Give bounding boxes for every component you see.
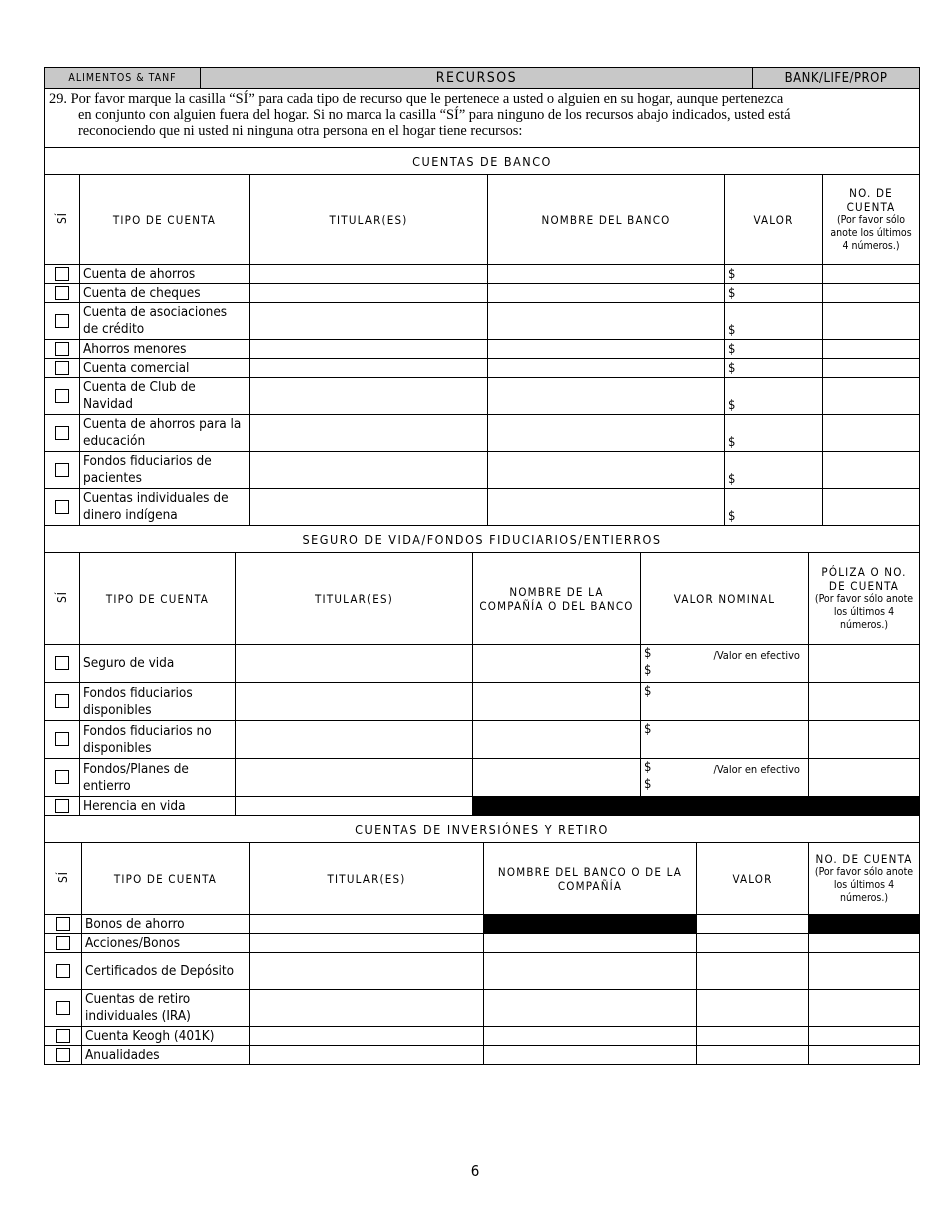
account-number-field[interactable] <box>823 284 920 303</box>
holders-field[interactable] <box>250 340 488 359</box>
account-type-label: Anualidades <box>82 1046 250 1065</box>
si-checkbox[interactable] <box>56 1048 70 1062</box>
holders-field[interactable] <box>236 683 473 721</box>
col-type: TIPO DE CUENTA <box>82 843 250 915</box>
col-type: TIPO DE CUENTA <box>80 553 236 645</box>
table-row <box>45 934 920 953</box>
table-row <box>45 415 920 452</box>
holders-field[interactable] <box>250 378 488 415</box>
table-row <box>45 759 920 797</box>
table-row <box>45 378 920 415</box>
holders-field[interactable] <box>250 303 488 340</box>
account-type-label: Cuentas individuales de dinero indígena <box>80 489 250 526</box>
bank-name-field[interactable] <box>488 359 725 378</box>
bank-name-field[interactable] <box>488 489 725 526</box>
blocked-cell <box>473 797 641 816</box>
currency-symbol: $ <box>644 722 652 737</box>
si-checkbox[interactable] <box>55 286 69 300</box>
value-field[interactable] <box>697 915 809 934</box>
account-number-field[interactable] <box>809 1046 920 1065</box>
table-row <box>45 489 920 526</box>
header-table <box>44 67 920 148</box>
account-type-label: Cuenta de ahorros para la educación <box>80 415 250 452</box>
value-field[interactable] <box>697 934 809 953</box>
si-checkbox[interactable] <box>55 656 69 670</box>
blocked-cell <box>809 915 920 934</box>
face-value-field[interactable] <box>641 721 809 759</box>
account-type-label: Acciones/Bonos <box>82 934 250 953</box>
account-number-field[interactable] <box>823 415 920 452</box>
holders-field[interactable] <box>250 415 488 452</box>
account-type-label: Herencia en vida <box>80 797 236 816</box>
account-type-label: Bonos de ahorro <box>82 915 250 934</box>
account-number-field[interactable] <box>823 340 920 359</box>
col-type: TIPO DE CUENTA <box>80 175 250 265</box>
table-row <box>45 797 920 816</box>
account-type-label: Cuenta de ahorros <box>80 265 250 284</box>
col-si: SÍ <box>55 590 69 604</box>
value-field[interactable] <box>725 378 823 415</box>
currency-symbol: $ <box>728 472 736 487</box>
col-account-number: NO. DE CUENTA (Por favor sólo anote los últimos 4 números.) <box>823 175 920 265</box>
account-number-field[interactable] <box>823 265 920 284</box>
si-checkbox[interactable] <box>55 463 69 477</box>
bank-name-field[interactable] <box>488 340 725 359</box>
company-name-field[interactable] <box>484 990 697 1027</box>
company-name-field[interactable] <box>484 953 697 990</box>
si-checkbox[interactable] <box>55 314 69 328</box>
col-holders: TITULAR(ES) <box>250 175 488 265</box>
policy-number-field[interactable] <box>809 645 920 683</box>
account-number-field[interactable] <box>823 303 920 340</box>
col-policy-number: PÓLIZA O NO. DE CUENTA (Por favor sólo anote los últimos 4 números.) <box>809 553 920 645</box>
si-checkbox[interactable] <box>56 917 70 931</box>
currency-symbol: $ <box>728 323 736 338</box>
holders-field[interactable] <box>250 934 484 953</box>
col-face-value: VALOR NOMINAL <box>641 553 809 645</box>
account-number-field[interactable] <box>823 489 920 526</box>
table-row <box>45 645 920 683</box>
currency-symbol: $ <box>728 435 736 450</box>
holders-field[interactable] <box>250 953 484 990</box>
investments-table <box>44 816 920 1065</box>
holders-field[interactable] <box>250 359 488 378</box>
header-title: RECURSOS <box>201 68 753 89</box>
account-type-label: Seguro de vida <box>80 645 236 683</box>
si-checkbox[interactable] <box>56 1029 70 1043</box>
account-number-field[interactable] <box>823 378 920 415</box>
company-name-field[interactable] <box>473 759 641 797</box>
bank-accounts-table <box>44 148 920 526</box>
table-row <box>45 721 920 759</box>
account-type-label: Cuenta de Club de Navidad <box>80 378 250 415</box>
life-insurance-table <box>44 526 920 816</box>
value-field[interactable] <box>725 452 823 489</box>
blocked-cell <box>484 915 697 934</box>
account-number-field[interactable] <box>809 934 920 953</box>
bank-name-field[interactable] <box>488 378 725 415</box>
header-code: BANK/LIFE/PROP <box>753 68 920 89</box>
value-field[interactable] <box>725 284 823 303</box>
currency-symbol: $ <box>728 398 736 413</box>
table-row <box>45 359 920 378</box>
company-name-field[interactable] <box>484 1046 697 1065</box>
policy-number-field[interactable] <box>809 721 920 759</box>
account-type-label: Cuenta de asociaciones de crédito <box>80 303 250 340</box>
value-field[interactable] <box>697 990 809 1027</box>
table-row <box>45 990 920 1027</box>
blocked-cell <box>809 797 920 816</box>
account-type-label: Cuentas de retiro individuales (IRA) <box>82 990 250 1027</box>
col-account-number: NO. DE CUENTA (Por favor sólo anote los últimos 4 números.) <box>809 843 920 915</box>
si-checkbox[interactable] <box>55 361 69 375</box>
si-checkbox[interactable] <box>55 732 69 746</box>
face-value-field[interactable] <box>641 683 809 721</box>
bank-name-field[interactable] <box>488 415 725 452</box>
holders-field[interactable] <box>250 452 488 489</box>
account-type-label: Cuenta Keogh (401K) <box>82 1027 250 1046</box>
blocked-cell <box>641 797 809 816</box>
si-checkbox[interactable] <box>56 936 70 950</box>
cash-value-label: /Valor en efectivo <box>713 763 800 776</box>
value-field[interactable] <box>725 303 823 340</box>
currency-symbol: $ <box>644 663 652 678</box>
table-row <box>45 452 920 489</box>
question-29: 29. Por favor marque la casilla “SÍ” para cada tipo de recurso que le pertenece a usted o alguien en su hogar, aunque pertenezca en conjunto con alguien fuera del hogar. Si no marca la casilla “SÍ” para ninguno de los recursos abajo indicados, usted está reconociendo que ni usted ni ninguna otra persona en el hogar tiene recursos: <box>45 89 920 148</box>
holders-field[interactable] <box>236 645 473 683</box>
header-program: ALIMENTOS & TANF <box>45 68 201 89</box>
si-checkbox[interactable] <box>55 426 69 440</box>
company-name-field[interactable] <box>473 721 641 759</box>
company-name-field[interactable] <box>484 1027 697 1046</box>
col-holders: TITULAR(ES) <box>250 843 484 915</box>
currency-symbol: $ <box>728 285 736 301</box>
holders-field[interactable] <box>250 990 484 1027</box>
table-row <box>45 953 920 990</box>
col-company-name: NOMBRE DEL BANCO O DE LA COMPAÑÍA <box>484 843 697 915</box>
si-checkbox[interactable] <box>55 694 69 708</box>
account-number-field[interactable] <box>823 452 920 489</box>
value-field[interactable] <box>725 489 823 526</box>
bank-name-field[interactable] <box>488 265 725 284</box>
bank-name-field[interactable] <box>488 303 725 340</box>
bank-section-title: CUENTAS DE BANCO <box>45 148 920 175</box>
account-number-field[interactable] <box>823 359 920 378</box>
currency-symbol: $ <box>728 266 736 282</box>
table-row <box>45 915 920 934</box>
holders-field[interactable] <box>250 265 488 284</box>
currency-symbol: $ <box>644 777 652 792</box>
table-row <box>45 1046 920 1065</box>
holders-field[interactable] <box>236 721 473 759</box>
account-type-label: Fondos fiduciarios no disponibles <box>80 721 236 759</box>
account-type-label: Fondos fiduciarios de pacientes <box>80 452 250 489</box>
account-type-label: Fondos fiduciarios disponibles <box>80 683 236 721</box>
col-holders: TITULAR(ES) <box>236 553 473 645</box>
invest-section-title: CUENTAS DE INVERSIÓNES Y RETIRO <box>45 816 920 843</box>
currency-symbol: $ <box>644 760 652 775</box>
cash-value-label: /Valor en efectivo <box>713 649 800 662</box>
currency-symbol: $ <box>644 646 652 661</box>
account-type-label: Ahorros menores <box>80 340 250 359</box>
company-name-field[interactable] <box>473 683 641 721</box>
table-row <box>45 284 920 303</box>
table-row <box>45 303 920 340</box>
value-field[interactable] <box>725 265 823 284</box>
account-number-field[interactable] <box>809 953 920 990</box>
currency-symbol: $ <box>728 509 736 524</box>
holders-field[interactable] <box>250 1027 484 1046</box>
account-type-label: Cuenta de cheques <box>80 284 250 303</box>
holders-field[interactable] <box>236 797 473 816</box>
form-page <box>44 67 919 1065</box>
holders-field[interactable] <box>250 915 484 934</box>
company-name-field[interactable] <box>484 934 697 953</box>
life-section-title: SEGURO DE VIDA/FONDOS FIDUCIARIOS/ENTIERROS <box>45 526 920 553</box>
si-checkbox[interactable] <box>56 1001 70 1015</box>
policy-number-field[interactable] <box>809 759 920 797</box>
si-checkbox[interactable] <box>55 500 69 514</box>
col-bank-name: NOMBRE DEL BANCO <box>488 175 725 265</box>
col-si: SÍ <box>55 211 69 225</box>
account-type-label: Cuenta comercial <box>80 359 250 378</box>
col-value: VALOR <box>725 175 823 265</box>
si-checkbox[interactable] <box>55 799 69 813</box>
si-checkbox[interactable] <box>55 342 69 356</box>
face-value-field[interactable] <box>641 759 809 797</box>
value-field[interactable] <box>725 359 823 378</box>
company-name-field[interactable] <box>473 645 641 683</box>
value-field[interactable] <box>725 415 823 452</box>
col-company-name: NOMBRE DE LA COMPAÑÍA O DEL BANCO <box>473 553 641 645</box>
currency-symbol: $ <box>728 360 736 376</box>
si-checkbox[interactable] <box>55 267 69 281</box>
table-row <box>45 683 920 721</box>
table-row <box>45 1027 920 1046</box>
si-checkbox[interactable] <box>55 770 69 784</box>
bank-name-field[interactable] <box>488 284 725 303</box>
holders-field[interactable] <box>236 759 473 797</box>
question-number: 29. <box>49 91 67 107</box>
account-type-label: Certificados de Depósito <box>82 953 250 990</box>
face-value-field[interactable] <box>641 645 809 683</box>
account-number-field[interactable] <box>809 990 920 1027</box>
currency-symbol: $ <box>728 341 736 357</box>
policy-number-field[interactable] <box>809 683 920 721</box>
value-field[interactable] <box>697 1027 809 1046</box>
table-row <box>45 265 920 284</box>
si-checkbox[interactable] <box>55 389 69 403</box>
holders-field[interactable] <box>250 489 488 526</box>
col-si: SÍ <box>56 870 70 884</box>
col-value: VALOR <box>697 843 809 915</box>
currency-symbol: $ <box>644 684 652 699</box>
holders-field[interactable] <box>250 1046 484 1065</box>
page-number: 6 <box>470 1162 480 1180</box>
value-field[interactable] <box>697 1046 809 1065</box>
si-checkbox[interactable] <box>56 964 70 978</box>
value-field[interactable] <box>725 340 823 359</box>
account-type-label: Fondos/Planes de entierro <box>80 759 236 797</box>
bank-name-field[interactable] <box>488 452 725 489</box>
value-field[interactable] <box>697 953 809 990</box>
table-row <box>45 340 920 359</box>
holders-field[interactable] <box>250 284 488 303</box>
account-number-field[interactable] <box>809 1027 920 1046</box>
